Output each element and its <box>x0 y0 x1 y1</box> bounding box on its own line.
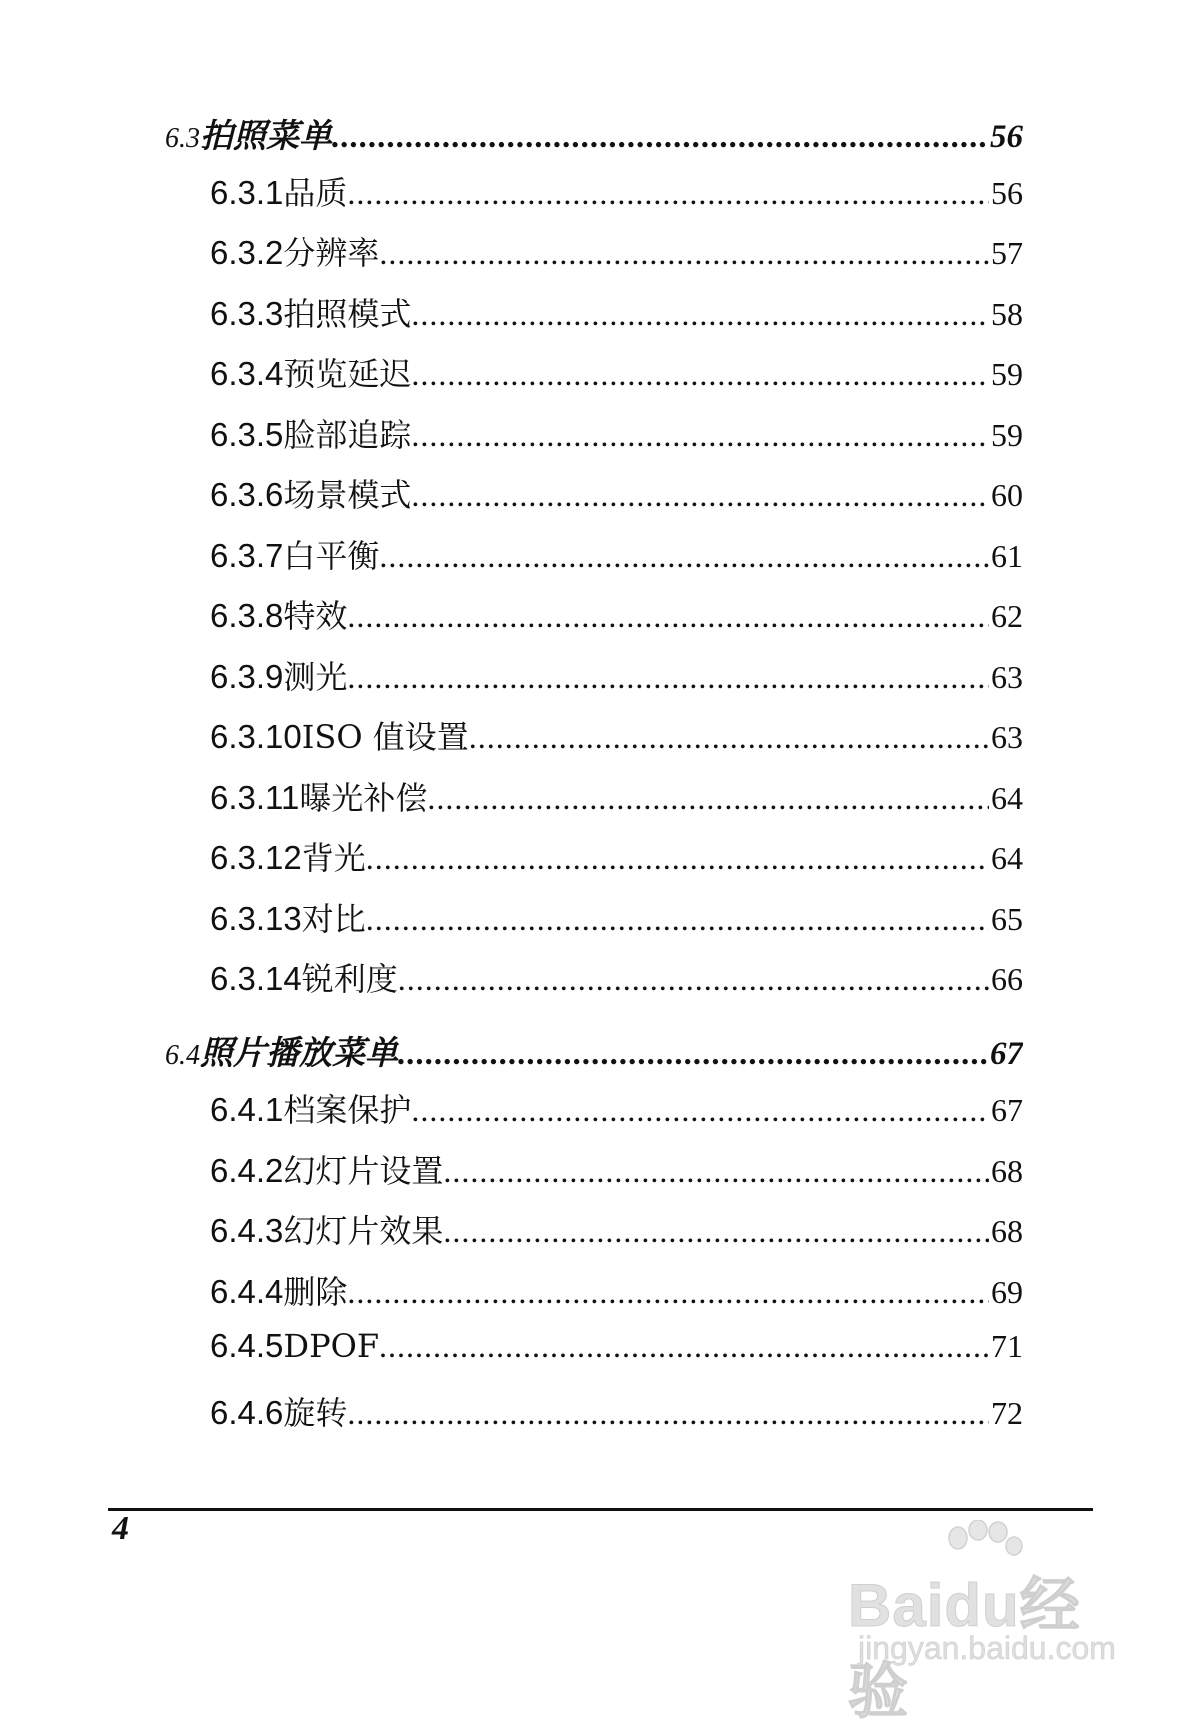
toc-item-page: 58 <box>991 296 1023 332</box>
toc-item-number: 6.3.13 <box>210 900 302 937</box>
toc-item-page: 59 <box>991 356 1023 392</box>
toc-leader-dots <box>469 719 989 756</box>
toc-leader-dots <box>379 235 989 272</box>
toc-section-title: 拍照菜单 <box>200 116 332 155</box>
toc-item[interactable] <box>210 349 1023 395</box>
toc-item-number: 6.3.7 <box>210 537 284 574</box>
toc-leader-dots <box>427 780 989 817</box>
toc-item-title: 背光 <box>301 839 366 877</box>
toc-item-title: 测光 <box>283 658 348 696</box>
toc-item[interactable] <box>210 1206 1023 1252</box>
toc-item-title: 对比 <box>301 900 366 938</box>
toc-item[interactable] <box>210 1388 1023 1434</box>
toc-item[interactable] <box>210 591 1023 637</box>
toc-item-number: 6.3.5 <box>210 416 284 453</box>
toc-section-number: 6.4 <box>165 1040 200 1071</box>
toc-leader-dots <box>347 1395 989 1432</box>
toc-leader-dots <box>347 175 989 212</box>
toc-leader-dots <box>366 901 989 938</box>
toc-item-page: 60 <box>991 477 1023 513</box>
toc-item-page: 56 <box>991 175 1023 211</box>
watermark <box>848 1520 1138 1725</box>
watermark-brand: Baidu经验 <box>848 1572 1081 1725</box>
toc-item-number: 6.4.1 <box>210 1091 284 1128</box>
toc-item-page: 68 <box>991 1213 1023 1249</box>
toc-leader-dots <box>411 1092 989 1129</box>
toc-section-page: 67 <box>990 1036 1023 1072</box>
toc-item-number: 6.3.10 <box>210 718 302 755</box>
toc-item-number: 6.3.6 <box>210 476 284 513</box>
toc-item[interactable] <box>210 954 1023 1000</box>
toc-item-number: 6.3.3 <box>210 295 284 332</box>
toc-item-page: 64 <box>991 840 1023 876</box>
toc-item[interactable] <box>210 1267 1023 1313</box>
toc-leader-dots <box>411 477 989 514</box>
toc-leader-dots <box>332 119 988 156</box>
toc-item[interactable] <box>210 168 1023 214</box>
toc-item-title: 场景模式 <box>283 476 412 514</box>
page-number: 4 <box>112 1510 129 1547</box>
toc-item-page: 65 <box>991 901 1023 937</box>
toc-section-number: 6.3 <box>165 123 200 154</box>
toc-item-title: 删除 <box>283 1273 348 1311</box>
toc-leader-dots <box>366 840 989 877</box>
toc-section-title: 照片播放菜单 <box>200 1033 398 1072</box>
toc-item[interactable] <box>210 712 1023 758</box>
toc-leader-dots <box>398 1036 988 1073</box>
footer-divider <box>108 1508 1093 1511</box>
toc-leader-dots <box>379 538 989 575</box>
toc-item-page: 61 <box>991 538 1023 574</box>
toc-item-title: 幻灯片设置 <box>283 1152 444 1190</box>
toc-item-number: 6.4.5 <box>210 1327 284 1364</box>
toc-item-title: 拍照模式 <box>283 295 412 333</box>
toc-item-page: 57 <box>991 235 1023 271</box>
toc-item-title: 白平衡 <box>283 537 380 575</box>
toc-item-page: 59 <box>991 417 1023 453</box>
toc-leader-dots <box>379 1328 989 1365</box>
toc-item-page: 63 <box>991 719 1023 755</box>
toc-item[interactable] <box>210 773 1023 819</box>
toc-item-number: 6.3.8 <box>210 597 284 634</box>
toc-item-page: 63 <box>991 659 1023 695</box>
toc-section-6-3[interactable] <box>165 110 1023 157</box>
toc-item[interactable] <box>210 833 1023 879</box>
toc-item-number: 6.3.4 <box>210 355 284 392</box>
toc-leader-dots <box>443 1153 989 1190</box>
toc-leader-dots <box>398 961 989 998</box>
toc-item[interactable] <box>210 289 1023 335</box>
toc-item[interactable] <box>210 531 1023 577</box>
toc-item-number: 6.4.4 <box>210 1273 284 1310</box>
toc-item-page: 66 <box>991 961 1023 997</box>
toc-leader-dots <box>347 598 989 635</box>
toc-item-number: 6.3.9 <box>210 658 284 695</box>
toc-item[interactable] <box>210 410 1023 456</box>
toc-item-title: 曝光补偿 <box>299 779 428 817</box>
toc-item-page: 71 <box>991 1328 1023 1364</box>
toc-item-page: 69 <box>991 1274 1023 1310</box>
toc-item-page: 67 <box>991 1092 1023 1128</box>
toc-item-title: 幻灯片效果 <box>283 1212 444 1250</box>
toc-item-title: 锐利度 <box>301 960 398 998</box>
toc-item[interactable] <box>210 652 1023 698</box>
toc-item-number: 6.3.11 <box>210 779 300 816</box>
toc-item-page: 62 <box>991 598 1023 634</box>
toc-item[interactable] <box>210 470 1023 516</box>
watermark-url: jingyan.baidu.com <box>858 1630 1116 1666</box>
toc-leader-dots <box>347 659 989 696</box>
toc-item-page: 64 <box>991 780 1023 816</box>
toc-section-page: 56 <box>990 119 1023 155</box>
toc-item[interactable] <box>210 1146 1023 1192</box>
toc-item-title: 脸部追踪 <box>283 416 412 454</box>
toc-leader-dots <box>347 1274 989 1311</box>
toc-item[interactable] <box>210 1085 1023 1131</box>
toc-leader-dots <box>443 1213 989 1250</box>
toc-leader-dots <box>411 356 989 393</box>
toc-leader-dots <box>411 296 989 333</box>
toc-item[interactable] <box>210 1327 1023 1365</box>
toc-item-title: 旋转 <box>283 1394 348 1432</box>
toc-item-title: 分辨率 <box>283 234 380 272</box>
toc-item[interactable] <box>210 228 1023 274</box>
toc-item[interactable] <box>210 894 1023 940</box>
toc-item-title: ISO 值设置 <box>301 718 469 756</box>
toc-item-number: 6.4.6 <box>210 1394 284 1431</box>
toc-item-number: 6.4.3 <box>210 1212 284 1249</box>
toc-item-title: 档案保护 <box>283 1091 412 1129</box>
toc-item-title: 品质 <box>283 174 348 212</box>
toc-item-title: 特效 <box>283 597 348 635</box>
toc-item-number: 6.3.2 <box>210 234 284 271</box>
toc-item-page: 72 <box>991 1395 1023 1431</box>
toc-item-number: 6.3.14 <box>210 960 302 997</box>
toc-item-title: DPOF <box>283 1327 380 1365</box>
toc-section-6-4[interactable] <box>165 1027 1023 1074</box>
toc-item-page: 68 <box>991 1153 1023 1189</box>
toc-leader-dots <box>411 417 989 454</box>
toc-item-number: 6.3.1 <box>210 174 284 211</box>
toc-item-number: 6.3.12 <box>210 839 302 876</box>
toc-item-number: 6.4.2 <box>210 1152 284 1189</box>
toc-item-title: 预览延迟 <box>283 355 412 393</box>
